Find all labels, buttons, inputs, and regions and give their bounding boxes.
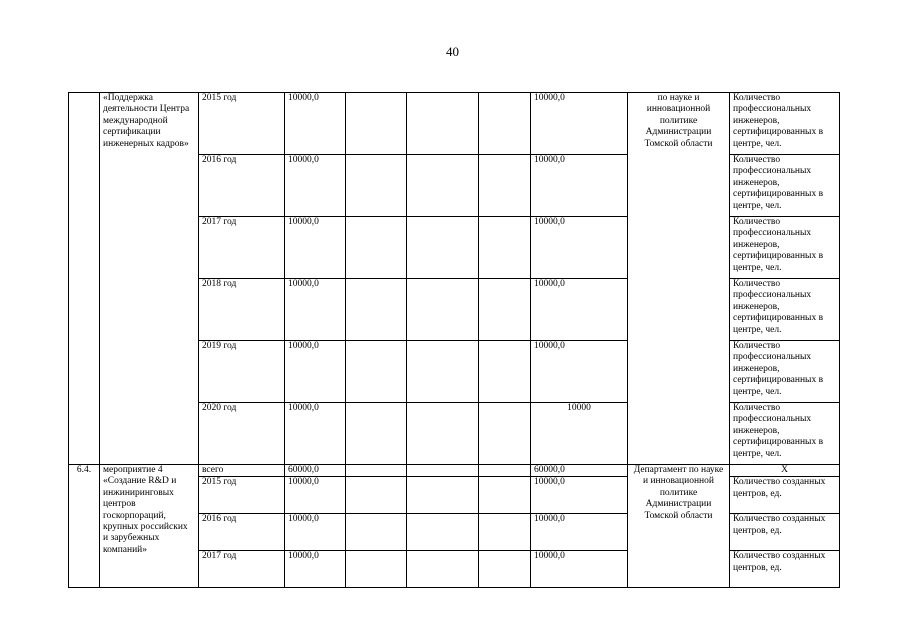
reg-cell: [407, 514, 479, 551]
fed-cell: [346, 465, 407, 477]
total-cell: 10000,0: [285, 93, 346, 155]
other-cell: 10000,0: [531, 217, 628, 279]
year-cell: 2017 год: [199, 551, 285, 588]
other-cell: 10000,0: [531, 279, 628, 341]
total-cell: 10000,0: [285, 155, 346, 217]
indicator-cell: X: [730, 465, 840, 477]
year-cell: 2020 год: [199, 403, 285, 465]
indicator-cell: Количество профессиональных инженеров, сертифицированных в центре, чел.: [730, 279, 840, 341]
local-cell: [479, 477, 531, 514]
responsible-cell: по науке и инновационной политике Администрации Томской области: [628, 93, 730, 465]
local-cell: [479, 403, 531, 465]
local-cell: [479, 217, 531, 279]
total-cell: 10000,0: [285, 551, 346, 588]
other-cell: 10000,0: [531, 514, 628, 551]
table-row: [69, 465, 840, 477]
reg-cell: [407, 551, 479, 588]
measure-title-cell: «Поддержка деятельности Центра международной сертификации инженерных кадров»: [100, 93, 199, 465]
local-cell: [479, 551, 531, 588]
other-cell: 10000,0: [531, 551, 628, 588]
table-row: [69, 93, 840, 155]
local-cell: [479, 341, 531, 403]
other-cell: 60000,0: [531, 465, 628, 477]
local-cell: [479, 93, 531, 155]
responsible-cell: Департамент по науке и инновационной политике Администрации Томской области: [628, 465, 730, 588]
fed-cell: [346, 217, 407, 279]
year-cell: 2016 год: [199, 514, 285, 551]
total-cell: 10000,0: [285, 341, 346, 403]
indicator-cell: Количество профессиональных инженеров, сертифицированных в центре, чел.: [730, 341, 840, 403]
reg-cell: [407, 93, 479, 155]
local-cell: [479, 514, 531, 551]
year-cell: 2016 год: [199, 155, 285, 217]
year-cell: 2015 год: [199, 93, 285, 155]
other-cell: 10000,0: [531, 155, 628, 217]
indicator-cell: Количество созданных центров, ед.: [730, 551, 840, 588]
year-cell: 2018 год: [199, 279, 285, 341]
total-cell: 10000,0: [285, 217, 346, 279]
fed-cell: [346, 93, 407, 155]
other-cell: 10000: [531, 403, 628, 465]
reg-cell: [407, 341, 479, 403]
indicator-cell: Количество профессиональных инженеров, сертифицированных в центре, чел.: [730, 93, 840, 155]
fed-cell: [346, 514, 407, 551]
total-cell: 10000,0: [285, 403, 346, 465]
indicator-cell: Количество профессиональных инженеров, сертифицированных в центре, чел.: [730, 403, 840, 465]
program-table: [68, 92, 840, 588]
reg-cell: [407, 217, 479, 279]
fed-cell: [346, 403, 407, 465]
page-number: 40: [446, 44, 459, 59]
total-cell: 10000,0: [285, 514, 346, 551]
fed-cell: [346, 551, 407, 588]
row-number-cell: [69, 93, 100, 465]
indicator-cell: Количество созданных центров, ед.: [730, 514, 840, 551]
local-cell: [479, 155, 531, 217]
total-cell: 10000,0: [285, 477, 346, 514]
fed-cell: [346, 155, 407, 217]
reg-cell: [407, 465, 479, 477]
measure-title-cell: мероприятие 4 «Создание R&D и инжиниринговых центров госкорпораций, крупных российских и зарубежных компаний»: [100, 465, 199, 588]
total-cell: 10000,0: [285, 279, 346, 341]
local-cell: [479, 465, 531, 477]
row-number-cell: 6.4.: [69, 465, 100, 588]
local-cell: [479, 279, 531, 341]
fed-cell: [346, 477, 407, 514]
reg-cell: [407, 279, 479, 341]
fed-cell: [346, 279, 407, 341]
reg-cell: [407, 477, 479, 514]
year-cell: 2017 год: [199, 217, 285, 279]
year-cell: всего: [199, 465, 285, 477]
other-cell: 10000,0: [531, 93, 628, 155]
reg-cell: [407, 155, 479, 217]
indicator-cell: Количество профессиональных инженеров, сертифицированных в центре, чел.: [730, 217, 840, 279]
year-cell: 2019 год: [199, 341, 285, 403]
fed-cell: [346, 341, 407, 403]
total-cell: 60000,0: [285, 465, 346, 477]
other-cell: 10000,0: [531, 341, 628, 403]
reg-cell: [407, 403, 479, 465]
year-cell: 2015 год: [199, 477, 285, 514]
other-cell: 10000,0: [531, 477, 628, 514]
indicator-cell: Количество созданных центров, ед.: [730, 477, 840, 514]
indicator-cell: Количество профессиональных инженеров, сертифицированных в центре, чел.: [730, 155, 840, 217]
